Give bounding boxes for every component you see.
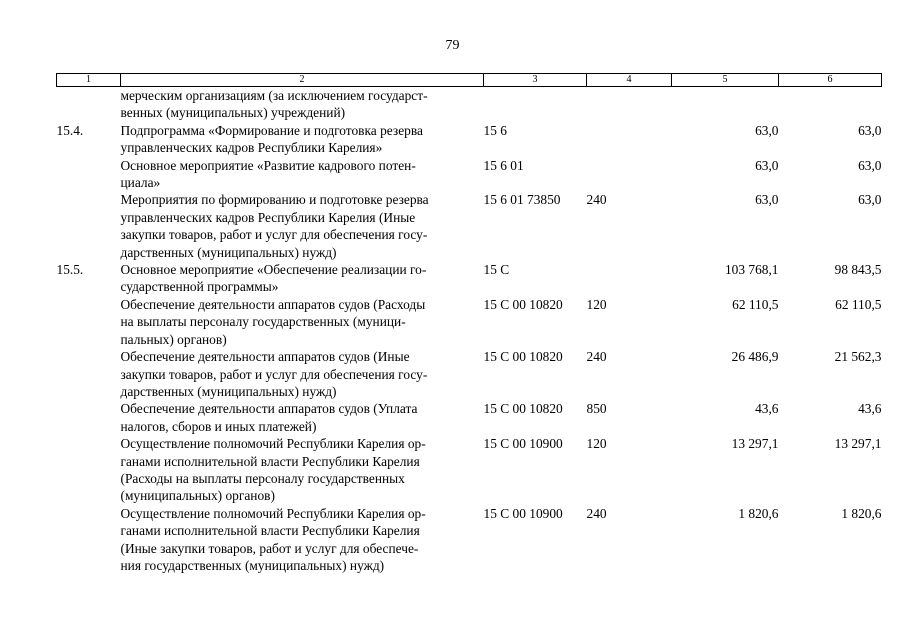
row-number	[57, 505, 121, 575]
row-expense-type	[587, 87, 672, 122]
row-expense-type: 240	[586, 505, 607, 521]
row-name-line: Осуществление полномочий Республики Карелия ор-	[120, 436, 426, 452]
row-expense-type	[587, 122, 672, 157]
table-row	[57, 348, 882, 400]
table-row	[57, 435, 882, 505]
row-value-col5: 63,0	[755, 122, 779, 138]
row-value-col5: 63,0	[755, 192, 779, 208]
row-name-line: Подпрограмма «Формирование и подготовка резерва	[120, 122, 423, 138]
row-name-line: Мероприятия по формированию и подготовке резерва	[120, 192, 429, 208]
row-name-line: дарственных (муниципальных) нужд)	[120, 244, 337, 260]
row-name-line: сударственной программы»	[120, 279, 279, 295]
row-number	[57, 157, 121, 192]
table-row	[57, 505, 882, 575]
row-expense-type	[587, 157, 672, 192]
row-code: 15 6 01 73850	[483, 192, 561, 208]
table-row	[57, 400, 882, 435]
row-code	[484, 87, 587, 122]
row-value-col6: 63,0	[858, 157, 882, 173]
row-value-col6: 98 843,5	[834, 262, 882, 278]
table-header	[57, 74, 882, 87]
table-row	[57, 122, 882, 157]
row-value-col5: 103 768,1	[724, 262, 779, 278]
column-header-2: 2	[121, 74, 484, 87]
row-name-line: циала»	[120, 175, 161, 191]
row-name	[121, 296, 484, 348]
row-name-line: ганами исполнительной власти Республики Карелия	[120, 523, 420, 539]
row-number: 15.5.	[56, 262, 84, 278]
row-name	[121, 122, 484, 157]
row-value-col6: 63,0	[858, 122, 882, 138]
row-value-col5: 26 486,9	[731, 349, 779, 365]
row-value-col5: 63,0	[755, 157, 779, 173]
row-value-col6: 1 820,6	[841, 505, 882, 521]
row-name-line: дарственных (муниципальных) нужд)	[120, 383, 337, 399]
row-expense-type: 240	[586, 349, 607, 365]
row-name-line: Осуществление полномочий Республики Карелия ор-	[120, 505, 426, 521]
row-value-col5: 62 110,5	[732, 296, 779, 312]
row-name-line: мерческим организациям (за исключением государст-	[120, 88, 428, 103]
row-name-line: ганами исполнительной власти Республики Карелия	[120, 453, 420, 469]
row-value-col5: 1 820,6	[738, 505, 779, 521]
row-name-line: Основное мероприятие «Обеспечение реализации го-	[120, 262, 427, 278]
row-number: 15.4.	[56, 122, 84, 138]
row-number	[57, 435, 121, 505]
row-code: 15 С 00 10820	[483, 349, 563, 365]
row-name-line: управленческих кадров Республики Карелия»	[120, 140, 383, 156]
row-value-col6: 13 297,1	[834, 436, 882, 452]
row-name-line: на выплаты персоналу государственных (муници-	[120, 314, 406, 330]
row-code: 15 6 01	[483, 157, 524, 173]
column-header-1: 1	[57, 74, 121, 87]
row-name	[121, 157, 484, 192]
row-name-line: венных (муниципальных) учреждений)	[120, 105, 346, 121]
row-expense-type: 240	[586, 192, 607, 208]
row-value-col6: 63,0	[858, 192, 882, 208]
table-body	[57, 87, 882, 575]
row-name	[121, 348, 484, 400]
row-name-line: пальных) органов)	[120, 331, 227, 347]
row-name-line: налогов, сборов и иных платежей)	[120, 418, 317, 434]
row-number	[57, 348, 121, 400]
row-code: 15 С	[483, 262, 510, 278]
column-header-3: 3	[484, 74, 587, 87]
row-value-col5: 13 297,1	[731, 436, 779, 452]
row-value-col5	[672, 87, 779, 122]
row-name-line: Основное мероприятие «Развитие кадрового потен-	[120, 157, 416, 173]
row-name	[121, 261, 484, 296]
row-number	[57, 191, 121, 261]
row-code: 15 С 00 10820	[483, 296, 563, 312]
row-value-col6: 21 562,3	[834, 349, 882, 365]
row-name-line: (Расходы на выплаты персоналу государственных	[120, 470, 405, 486]
column-header-5: 5	[672, 74, 779, 87]
row-name-line: закупки товаров, работ и услуг для обеспечения госу-	[120, 366, 428, 382]
row-name-line: закупки товаров, работ и услуг для обеспечения госу-	[120, 227, 428, 243]
table-row	[57, 87, 882, 122]
row-name-line: Обеспечение деятельности аппаратов судов (Иные	[120, 349, 410, 365]
row-expense-type	[587, 261, 672, 296]
row-name	[121, 87, 484, 122]
table-row	[57, 157, 882, 192]
row-name-line: управленческих кадров Республики Карелия (Иные	[120, 209, 416, 225]
table-row	[57, 261, 882, 296]
column-header-6: 6	[779, 74, 882, 87]
row-name-line: ния государственных (муниципальных) нужд)	[120, 557, 385, 573]
row-value-col6: 62 110,5	[835, 296, 882, 312]
header-row	[57, 74, 882, 87]
row-name-line: Обеспечение деятельности аппаратов судов (Уплата	[120, 401, 418, 417]
row-name	[121, 400, 484, 435]
row-code: 15 6	[483, 122, 507, 138]
row-expense-type: 120	[586, 436, 607, 452]
row-expense-type: 850	[586, 401, 607, 417]
row-number	[57, 400, 121, 435]
row-code: 15 С 00 10900	[483, 505, 563, 521]
row-name-line: (муниципальных) органов)	[120, 488, 275, 504]
row-name-line: (Иные закупки товаров, работ и услуг для обеспече-	[120, 540, 419, 556]
row-value-col6	[779, 87, 882, 122]
table-row	[57, 296, 882, 348]
row-expense-type: 120	[586, 296, 607, 312]
table-row	[57, 191, 882, 261]
page-number: 79	[445, 38, 460, 53]
row-name	[121, 435, 484, 505]
row-number	[57, 87, 121, 122]
budget-table	[56, 73, 882, 574]
row-name	[121, 191, 484, 261]
row-name	[121, 505, 484, 575]
row-value-col5: 43,6	[755, 401, 779, 417]
row-number	[57, 296, 121, 348]
column-header-4: 4	[587, 74, 672, 87]
row-value-col6: 43,6	[858, 401, 882, 417]
row-code: 15 С 00 10820	[483, 401, 563, 417]
row-code: 15 С 00 10900	[483, 436, 563, 452]
row-name-line: Обеспечение деятельности аппаратов судов (Расходы	[120, 296, 426, 312]
